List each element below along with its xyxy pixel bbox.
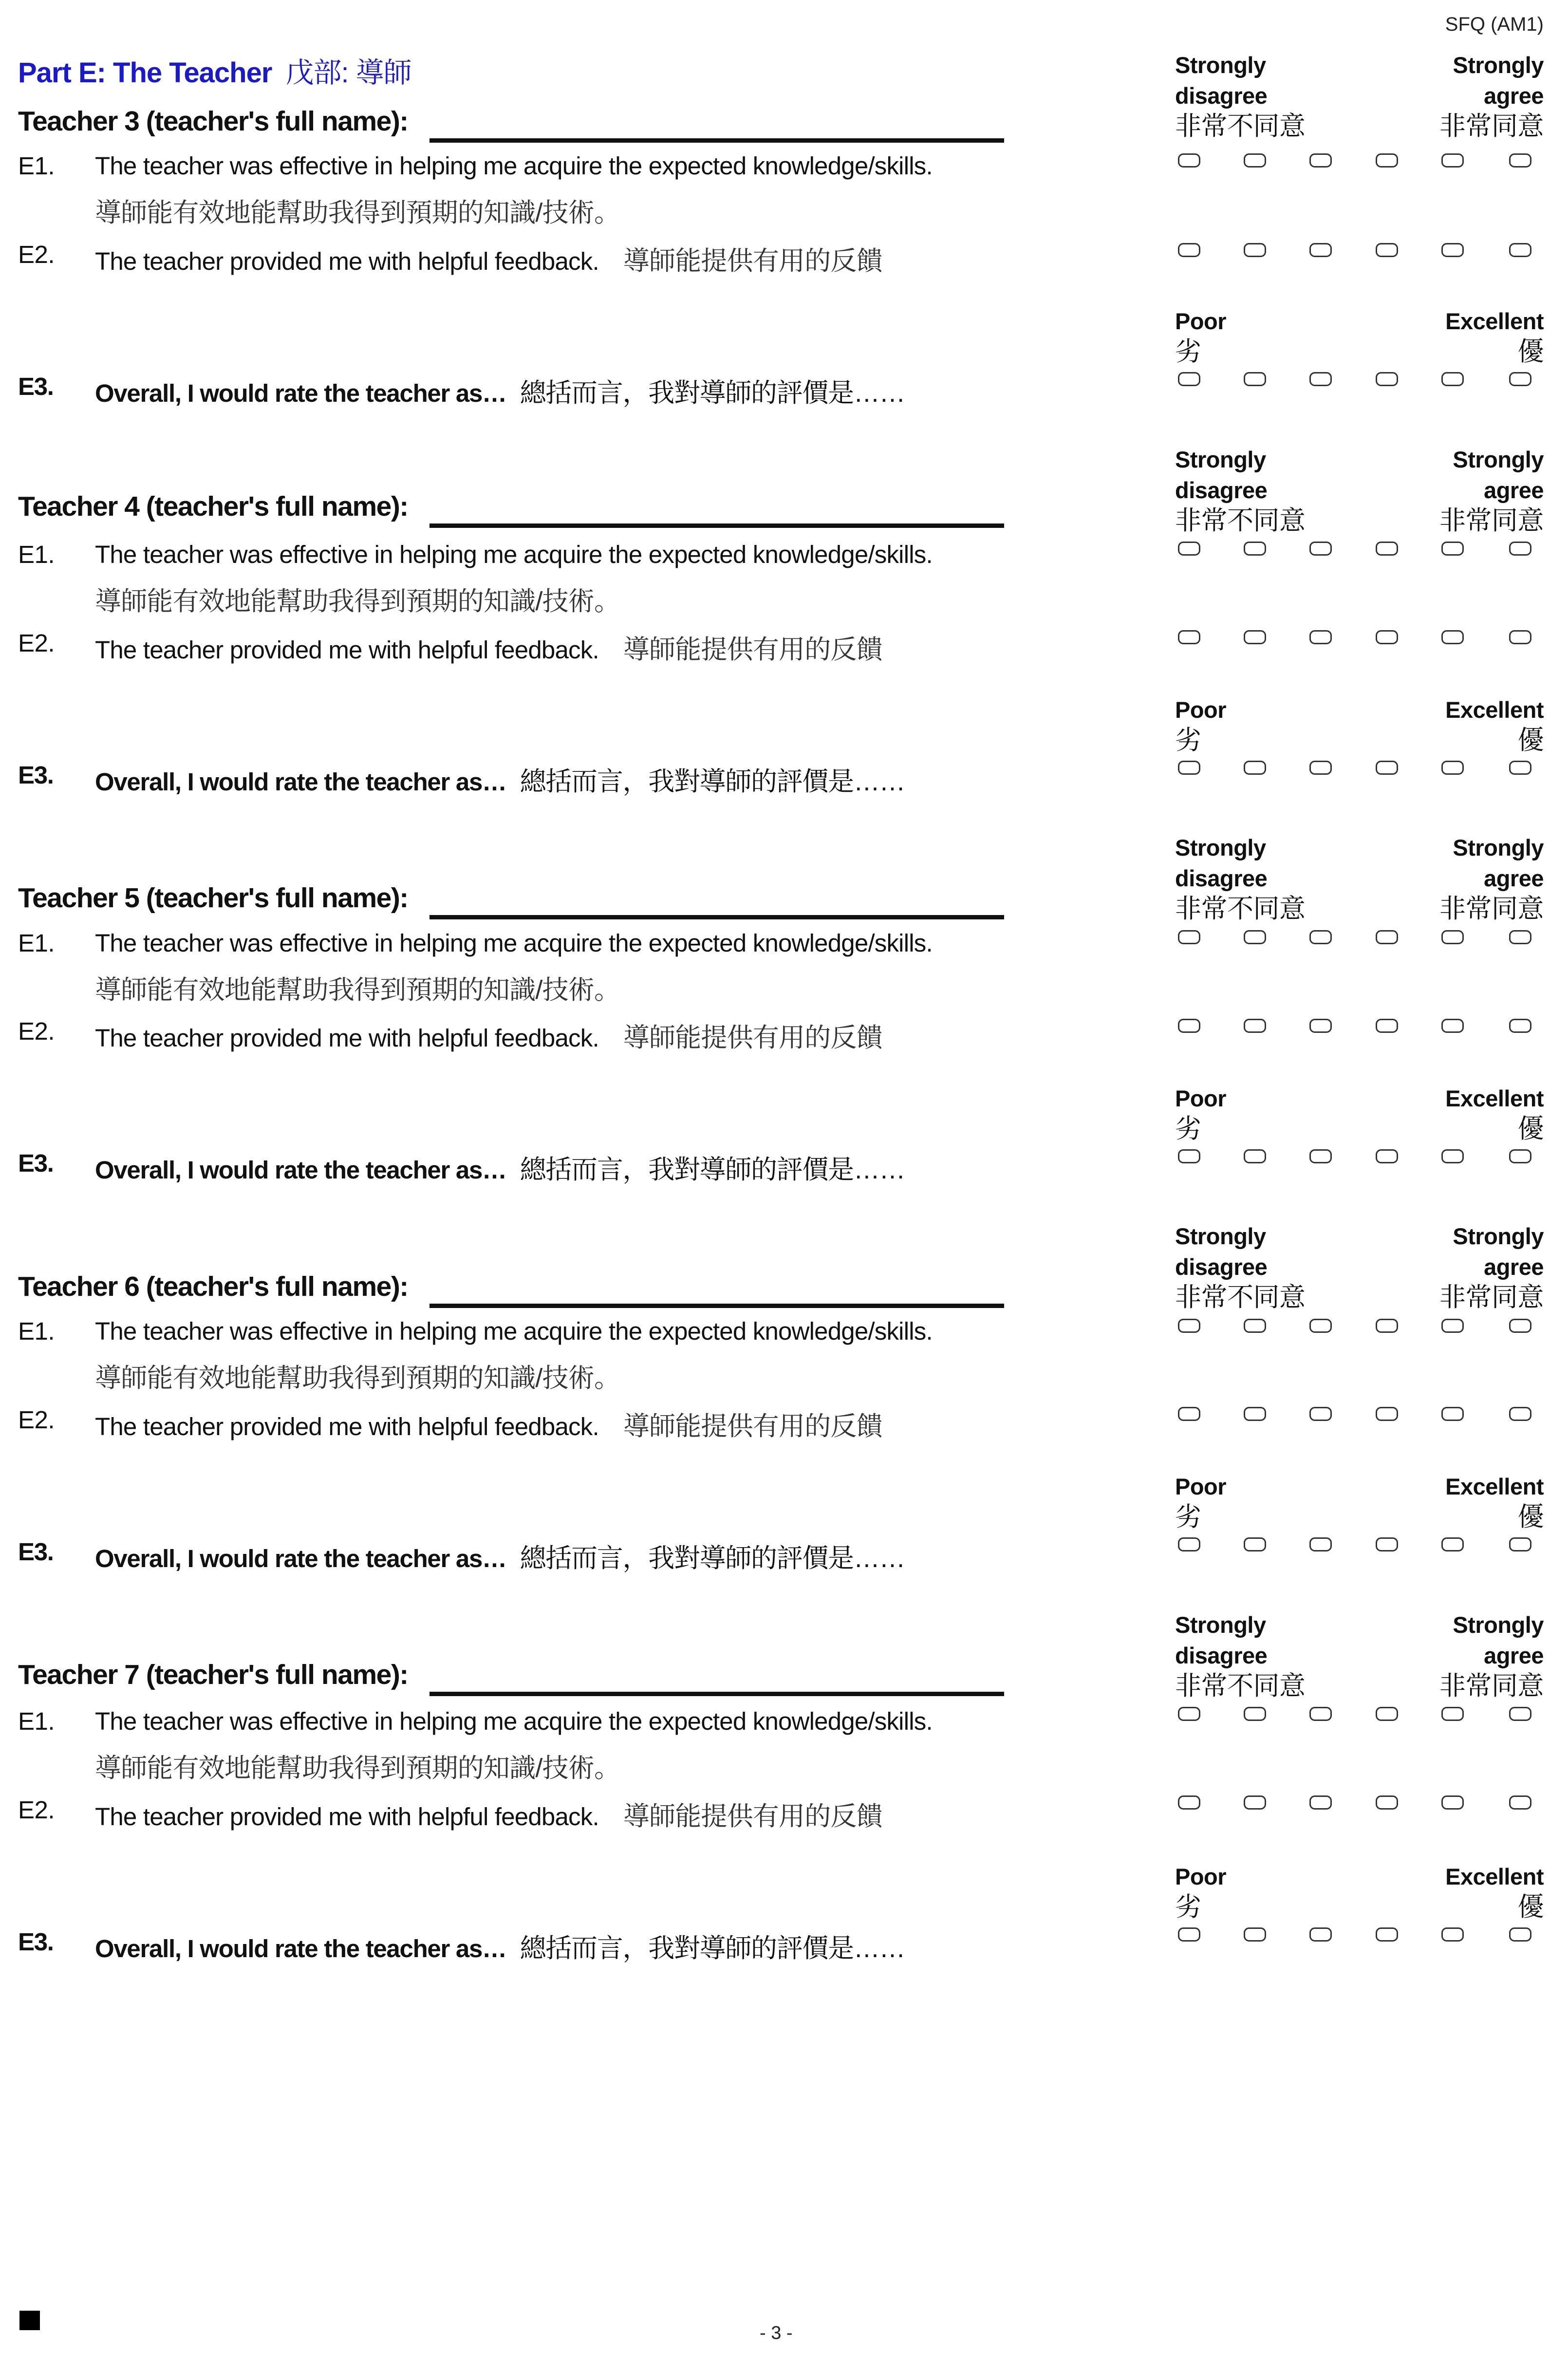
question-e3-text: Overall, I would rate the teacher as… 總括而言，我對導師的評價是…… [95,1155,905,1184]
e2-option-1[interactable] [1178,1795,1200,1810]
e1-option-5[interactable] [1441,1319,1464,1333]
question-e2-text-cn: 導師能提供有用的反饋 [623,635,882,664]
agree-scale-right-label: Strongly agree 非常同意 [1439,835,1544,923]
e3-option-3[interactable] [1309,761,1332,775]
e2-option-3[interactable] [1309,1019,1332,1033]
question-e3-text: Overall, I would rate the teacher as… 總括而言，我對導師的評價是…… [95,1934,905,1963]
e2-scale [1178,1795,1548,1811]
e3-option-1[interactable] [1178,761,1200,775]
question-e2-text-cn: 導師能提供有用的反饋 [623,1802,882,1831]
e3-option-5[interactable] [1441,761,1464,775]
e1-option-2[interactable] [1244,542,1266,556]
agree-scale-right-label: Strongly agree 非常同意 [1439,447,1544,535]
e1-option-3[interactable] [1309,930,1332,944]
question-number-e3: E3. [18,1149,54,1177]
question-e2-text-cn: 導師能提供有用的反饋 [623,1412,882,1441]
e3-option-1[interactable] [1178,372,1200,386]
question-number-e1: E1. [18,541,55,568]
e2-option-1[interactable] [1178,630,1200,644]
rating-scale-right-label: Excellent 優 [1445,1474,1544,1532]
e3-option-6[interactable] [1509,372,1531,386]
e3-option-4[interactable] [1376,372,1398,386]
e1-option-3[interactable] [1309,153,1332,168]
e2-option-2[interactable] [1244,630,1266,644]
e2-option-2[interactable] [1244,1407,1266,1421]
e1-scale [1178,542,1548,557]
question-e3-text-cn: 總括而言，我對導師的評價是…… [520,1544,905,1573]
e2-option-5[interactable] [1441,243,1464,257]
question-e2-text: The teacher provided me with helpful feedback. 導師能提供有用的反饋 [95,246,882,276]
teacher-name-label: Teacher 7 (teacher's full name): [18,1659,408,1690]
question-e1-text-cn: 導師能有效地能幫助我得到預期的知識/技術。 [95,1754,620,1783]
question-number-e2: E2. [18,1406,55,1434]
e1-option-5[interactable] [1441,542,1464,556]
teacher-name-label: Teacher 3 (teacher's full name): [18,106,408,137]
page-number: - 3 - [760,2323,793,2343]
rating-scale-left-label: Poor 劣 [1175,1864,1227,1922]
e2-option-2[interactable] [1244,243,1266,257]
e1-option-3[interactable] [1309,542,1332,556]
question-e2-text-cn: 導師能提供有用的反饋 [623,246,882,276]
e2-option-1[interactable] [1178,243,1200,257]
e3-option-3[interactable] [1309,1149,1332,1163]
e3-option-6[interactable] [1509,1149,1531,1163]
e1-option-5[interactable] [1441,1707,1464,1721]
question-number-e1: E1. [18,1707,55,1735]
e3-option-4[interactable] [1376,1927,1398,1942]
e2-option-5[interactable] [1441,630,1464,644]
e1-option-5[interactable] [1441,153,1464,168]
teacher-name-label: Teacher 5 (teacher's full name): [18,882,408,914]
form-code: SFQ (AM1) [1445,14,1544,35]
e1-option-5[interactable] [1441,930,1464,944]
question-e1-text: The teacher was effective in helping me acquire the expected knowledge/skills. [95,541,933,568]
agree-scale-right-label: Strongly agree 非常同意 [1439,1223,1544,1312]
agree-scale-left-label: Strongly disagree 非常不同意 [1175,1223,1306,1312]
question-e1-text: The teacher was effective in helping me acquire the expected knowledge/skills. [95,1317,933,1345]
e2-option-6[interactable] [1509,1019,1531,1033]
e3-option-6[interactable] [1509,1927,1531,1942]
teacher-name-field[interactable] [429,915,1004,919]
agree-scale-left-label: Strongly disagree 非常不同意 [1175,835,1306,923]
e3-option-3[interactable] [1309,372,1332,386]
e1-option-2[interactable] [1244,153,1266,168]
question-e1-text: The teacher was effective in helping me acquire the expected knowledge/skills. [95,152,933,180]
rating-scale-right-label: Excellent 優 [1445,1085,1544,1143]
e3-option-1[interactable] [1178,1927,1200,1942]
question-e1-text-cn: 導師能有效地能幫助我得到預期的知識/技術。 [95,1364,620,1393]
e2-option-5[interactable] [1441,1407,1464,1421]
e1-option-6[interactable] [1509,153,1531,168]
e2-scale [1178,1019,1548,1034]
e3-option-4[interactable] [1376,1537,1398,1551]
e2-option-2[interactable] [1244,1019,1266,1033]
question-number-e2: E2. [18,629,55,657]
e1-option-3[interactable] [1309,1319,1332,1333]
question-e1-text: The teacher was effective in helping me acquire the expected knowledge/skills. [95,929,933,957]
question-number-e1: E1. [18,152,55,180]
question-e1-text-cn: 導師能有效地能幫助我得到預期的知識/技術。 [95,587,620,616]
question-e3-text-cn: 總括而言，我對導師的評價是…… [520,767,905,796]
question-e1-text-cn: 導師能有效地能幫助我得到預期的知識/技術。 [95,198,620,227]
rating-scale-left-label: Poor 劣 [1175,1474,1227,1532]
question-e2-text: The teacher provided me with helpful feedback. 導師能提供有用的反饋 [95,1412,882,1441]
rating-scale-right-label: Excellent 優 [1445,1864,1544,1922]
e3-option-1[interactable] [1178,1537,1200,1551]
rating-scale-left-label: Poor 劣 [1175,1085,1227,1143]
question-e3-text-cn: 總括而言，我對導師的評價是…… [520,1155,905,1184]
question-e3-text-cn: 總括而言，我對導師的評價是…… [520,1934,905,1963]
e2-option-4[interactable] [1376,1407,1398,1421]
question-e3-text-cn: 總括而言，我對導師的評價是…… [520,378,905,408]
e1-scale [1178,930,1548,946]
e1-option-4[interactable] [1376,153,1398,168]
e2-option-6[interactable] [1509,1795,1531,1810]
question-e2-text-cn: 導師能提供有用的反饋 [623,1023,882,1052]
question-e2-text: The teacher provided me with helpful feedback. 導師能提供有用的反饋 [95,1802,882,1831]
e2-option-5[interactable] [1441,1019,1464,1033]
e1-option-2[interactable] [1244,1707,1266,1721]
question-number-e3: E3. [18,761,54,789]
agree-scale-left-label: Strongly disagree 非常不同意 [1175,52,1306,141]
e3-scale [1178,761,1548,776]
e1-option-1[interactable] [1178,153,1200,168]
registration-mark [19,2311,40,2330]
e1-option-6[interactable] [1509,542,1531,556]
e2-option-4[interactable] [1376,1019,1398,1033]
e1-option-2[interactable] [1244,1319,1266,1333]
e2-option-6[interactable] [1509,243,1531,257]
question-e2-text: The teacher provided me with helpful feedback. 導師能提供有用的反饋 [95,635,882,664]
teacher-name-field[interactable] [429,523,1004,528]
e2-scale [1178,1407,1548,1422]
e1-scale [1178,153,1548,169]
e1-option-6[interactable] [1509,1707,1531,1721]
e3-option-5[interactable] [1441,1149,1464,1163]
e1-option-4[interactable] [1376,1707,1398,1721]
e2-option-3[interactable] [1309,1407,1332,1421]
e3-option-5[interactable] [1441,1927,1464,1942]
question-number-e3: E3. [18,1928,54,1956]
e2-option-4[interactable] [1376,1795,1398,1810]
e2-option-2[interactable] [1244,1795,1266,1810]
e3-option-3[interactable] [1309,1927,1332,1942]
e3-scale [1178,1149,1548,1165]
teacher-name-field[interactable] [429,1692,1004,1696]
rating-scale-left-label: Poor 劣 [1175,308,1227,366]
e1-scale [1178,1707,1548,1722]
e2-scale [1178,243,1548,259]
e2-option-4[interactable] [1376,243,1398,257]
e2-option-6[interactable] [1509,630,1531,644]
e1-option-1[interactable] [1178,1319,1200,1333]
question-e2-text: The teacher provided me with helpful feedback. 導師能提供有用的反饋 [95,1023,882,1052]
question-number-e2: E2. [18,241,55,268]
e2-option-3[interactable] [1309,243,1332,257]
question-number-e1: E1. [18,929,55,957]
agree-scale-right-label: Strongly agree 非常同意 [1439,1612,1544,1701]
e3-option-2[interactable] [1244,761,1266,775]
teacher-name-field[interactable] [429,138,1004,143]
question-number-e1: E1. [18,1317,55,1345]
e3-option-2[interactable] [1244,1537,1266,1551]
teacher-name-field[interactable] [429,1304,1004,1308]
e3-scale [1178,1927,1548,1943]
e1-option-1[interactable] [1178,1707,1200,1721]
e3-option-3[interactable] [1309,1537,1332,1551]
e3-option-2[interactable] [1244,1149,1266,1163]
e2-option-3[interactable] [1309,630,1332,644]
e1-scale [1178,1319,1548,1334]
part-title-cn: 戊部: 導師 [285,57,411,89]
e3-option-5[interactable] [1441,1537,1464,1551]
e1-option-4[interactable] [1376,542,1398,556]
e1-option-2[interactable] [1244,930,1266,944]
question-e3-text: Overall, I would rate the teacher as… 總括而言，我對導師的評價是…… [95,767,905,796]
rating-scale-right-label: Excellent 優 [1445,697,1544,755]
e1-option-1[interactable] [1178,930,1200,944]
teacher-name-label: Teacher 6 (teacher's full name): [18,1271,408,1302]
e2-option-1[interactable] [1178,1407,1200,1421]
e1-option-4[interactable] [1376,930,1398,944]
e3-option-2[interactable] [1244,1927,1266,1942]
part-title-en: Part E: The Teacher [18,57,272,89]
rating-scale-right-label: Excellent 優 [1445,308,1544,366]
e3-scale [1178,372,1548,388]
question-e1-text: The teacher was effective in helping me acquire the expected knowledge/skills. [95,1707,933,1735]
question-number-e3: E3. [18,373,54,400]
e1-option-1[interactable] [1178,542,1200,556]
e2-option-1[interactable] [1178,1019,1200,1033]
question-number-e2: E2. [18,1796,55,1824]
e1-option-6[interactable] [1509,930,1531,944]
e3-option-4[interactable] [1376,761,1398,775]
agree-scale-right-label: Strongly agree 非常同意 [1439,52,1544,141]
question-e3-text: Overall, I would rate the teacher as… 總括而言，我對導師的評價是…… [95,378,905,408]
e1-option-4[interactable] [1376,1319,1398,1333]
e2-option-4[interactable] [1376,630,1398,644]
agree-scale-left-label: Strongly disagree 非常不同意 [1175,447,1306,535]
e2-scale [1178,630,1548,646]
e1-option-6[interactable] [1509,1319,1531,1333]
question-number-e2: E2. [18,1017,55,1045]
e3-option-4[interactable] [1376,1149,1398,1163]
e2-option-5[interactable] [1441,1795,1464,1810]
e3-scale [1178,1537,1548,1553]
teacher-name-label: Teacher 4 (teacher's full name): [18,491,408,522]
e3-option-2[interactable] [1244,372,1266,386]
rating-scale-left-label: Poor 劣 [1175,697,1227,755]
e1-option-3[interactable] [1309,1707,1332,1721]
question-e1-text-cn: 導師能有效地能幫助我得到預期的知識/技術。 [95,975,620,1005]
agree-scale-left-label: Strongly disagree 非常不同意 [1175,1612,1306,1701]
e3-option-6[interactable] [1509,1537,1531,1551]
question-number-e3: E3. [18,1538,54,1566]
e3-option-6[interactable] [1509,761,1531,775]
part-title [18,50,411,91]
e2-option-6[interactable] [1509,1407,1531,1421]
e3-option-1[interactable] [1178,1149,1200,1163]
e2-option-3[interactable] [1309,1795,1332,1810]
question-e3-text: Overall, I would rate the teacher as… 總括而言，我對導師的評價是…… [95,1544,905,1573]
e3-option-5[interactable] [1441,372,1464,386]
